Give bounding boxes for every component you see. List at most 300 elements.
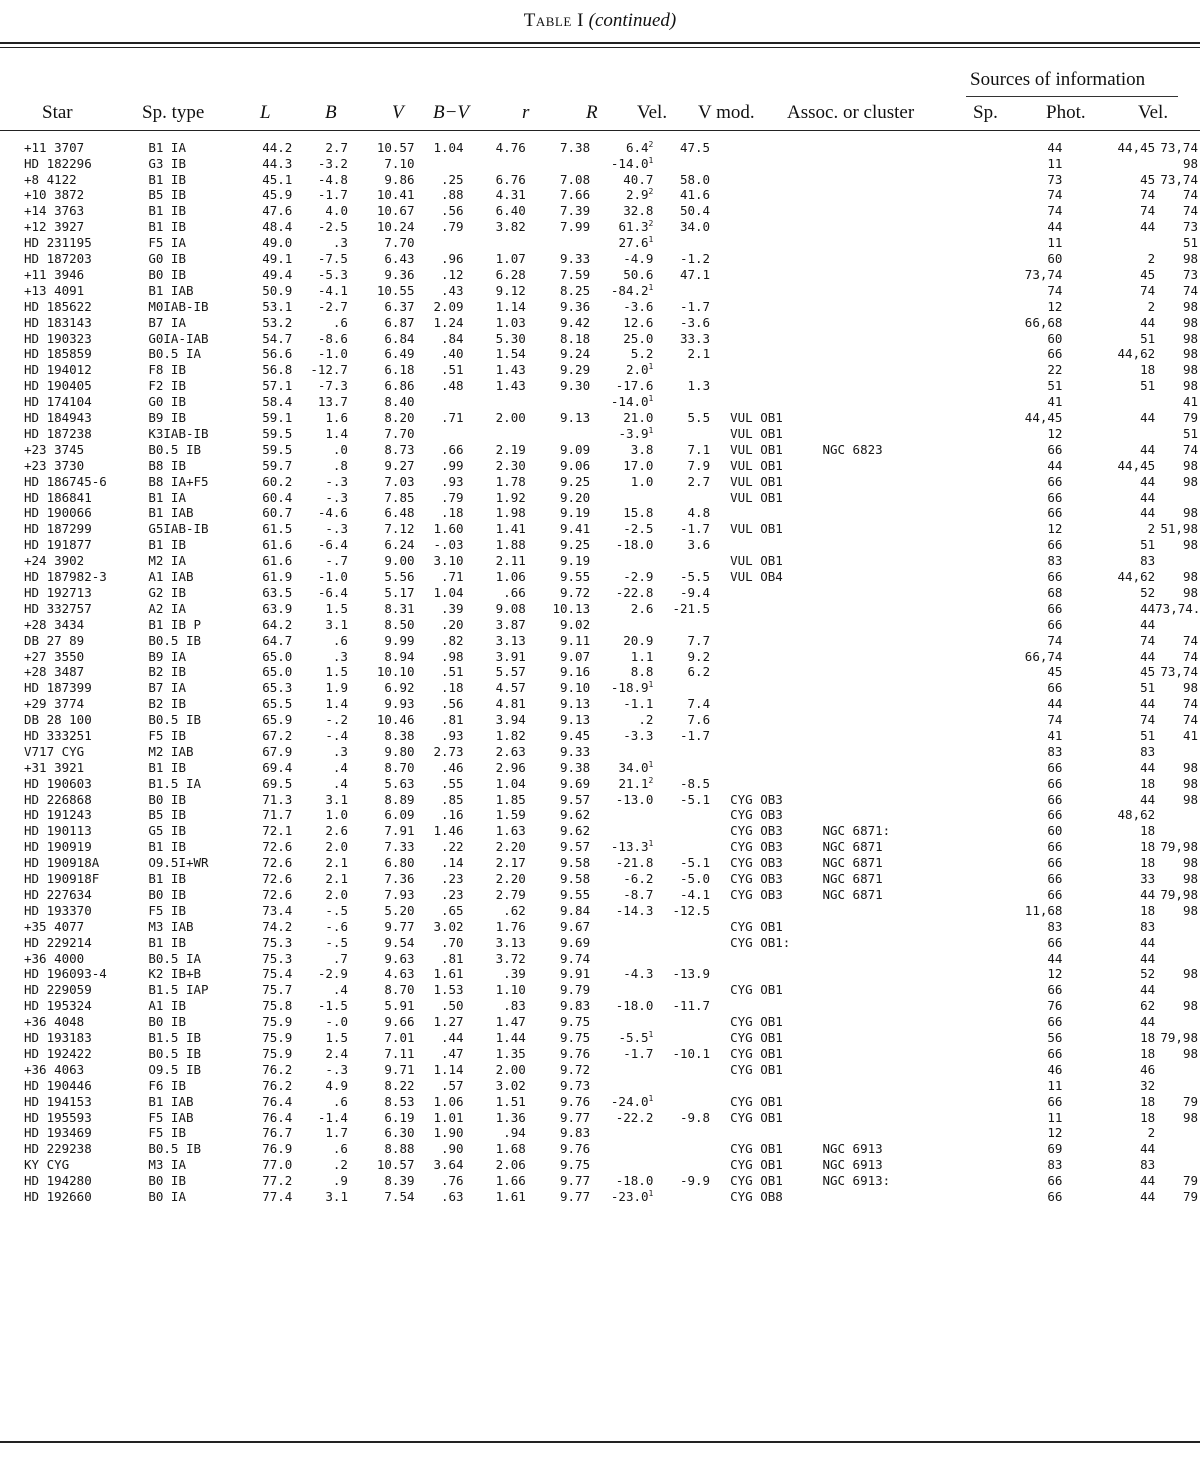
cell-vel: -13.0 (615, 791, 654, 807)
cell-vmod (653, 1125, 710, 1141)
cell-B: 3.1 (325, 1189, 348, 1205)
cell-B-V: .43 (441, 282, 464, 298)
cell-L: 76.2 (262, 1061, 293, 1077)
cell-V: 8.38 (384, 727, 415, 743)
cell-vmod: 1.3 (687, 378, 711, 394)
cell-assoc (710, 172, 822, 188)
sources-underline (966, 96, 1178, 97)
cell-V: 6.86 (384, 378, 415, 394)
cell-src-phot: 44,45 (1117, 140, 1156, 155)
cell-sp-type: B0.5 IB (148, 1141, 202, 1157)
cell-B: .3 (332, 235, 348, 251)
cell-B: 1.5 (325, 664, 348, 680)
cell-cluster (822, 966, 1018, 982)
table-row (0, 1093, 1200, 1109)
cell-r: 2.96 (495, 759, 526, 775)
cell-vmod (653, 235, 710, 251)
header-r: r (522, 102, 530, 123)
cell-assoc (710, 664, 822, 680)
cell-src-phot: 18 (1140, 855, 1156, 871)
cell-V: 8.73 (384, 441, 415, 457)
cell-sp-type: B1 IB (148, 759, 186, 775)
cell-V: 9.77 (384, 918, 415, 934)
cell-cluster (822, 378, 1018, 394)
cell-star: HD 187203 (24, 251, 92, 267)
cell-L: 75.7 (262, 982, 293, 998)
cell-src-vel: 79 (1182, 1189, 1198, 1205)
table-row (0, 553, 1200, 569)
cell-vel: 21.1$^2$ (618, 775, 654, 791)
cell-B: -5.3 (317, 266, 348, 282)
table-row (0, 394, 1200, 410)
cell-B: -.6 (325, 918, 348, 934)
cell-B-V: .16 (441, 807, 464, 823)
cell-r: 1.43 (495, 362, 526, 378)
cell-R: 9.75 (560, 1030, 591, 1046)
cell-sp-type: M2 IAB (148, 743, 194, 759)
cell-B-V: -.03 (433, 537, 464, 553)
header-vmod: V mod. (698, 102, 755, 123)
cell-B-V (415, 426, 464, 442)
cell-src-sp: 66 (1047, 680, 1063, 696)
cell-src-sp: 83 (1047, 743, 1063, 759)
cell-R (526, 394, 590, 410)
cell-src-phot: 51 (1140, 727, 1156, 743)
cell-R: 9.62 (560, 823, 591, 839)
cell-src-phot: 44 (1140, 648, 1156, 664)
header-V: V (392, 102, 404, 123)
cell-src-sp: 74 (1047, 187, 1063, 203)
cell-B-V: 3.10 (433, 553, 464, 569)
cell-L: 77.0 (262, 1157, 293, 1172)
cell-R: 9.19 (560, 553, 591, 569)
table-row (0, 331, 1200, 347)
cell-src-phot: 51 (1140, 680, 1156, 696)
cell-V: 7.91 (384, 823, 415, 839)
cell-star: HD 190323 (24, 330, 92, 346)
cell-vel: -2.9 (623, 569, 654, 585)
cell-src-sp: 44 (1047, 950, 1063, 966)
header-sources-sp: Sp. (973, 102, 998, 123)
cell-src-sp: 73 (1047, 171, 1063, 187)
cell-vel (590, 744, 653, 760)
cell-sp-type: B5 IB (148, 187, 186, 203)
cell-assoc: CYG OB1 (730, 1157, 783, 1172)
cell-vel: -13.3$^1$ (610, 838, 654, 855)
top-double-rule-1 (0, 42, 1200, 44)
cell-B: .6 (332, 1141, 348, 1157)
cell-src-phot: 18 (1140, 362, 1156, 378)
cell-assoc (710, 331, 822, 347)
cell-R: 9.55 (560, 569, 591, 585)
cell-B: 2.1 (325, 871, 348, 887)
cell-vel: $2.9^2$ (625, 187, 654, 203)
cell-assoc (710, 156, 822, 172)
cell-r: 1.66 (495, 1173, 526, 1189)
cell-sp-type: B1.5 IA (148, 775, 202, 791)
cell-vel: 20.9 (623, 632, 654, 648)
cell-src-sp: 66 (1047, 616, 1063, 632)
cell-cluster (822, 140, 1018, 156)
cell-cluster (822, 346, 1018, 362)
cell-sp-type: B0.5 IB (148, 1045, 202, 1061)
cell-r: 2.20 (495, 839, 526, 855)
cell-B: .3 (332, 648, 348, 664)
cell-vmod: 7.9 (687, 457, 711, 473)
cell-star: +28 3434 (24, 616, 85, 632)
table-row (0, 887, 1200, 903)
cell-r: 1.03 (495, 314, 526, 330)
cell-V: 9.93 (384, 696, 415, 712)
cell-vmod: 58.0 (679, 171, 711, 187)
cell-src-phot: 74 (1140, 712, 1156, 728)
header-sources: Sources of information (970, 69, 1146, 90)
cell-star: +10 3872 (24, 187, 85, 203)
header-B-V: B−V (433, 102, 470, 123)
cell-src-sp: 51 (1047, 378, 1063, 394)
cell-sp-type: K2 IB+B (148, 966, 202, 982)
cell-r (464, 235, 526, 251)
cell-B-V: .55 (441, 775, 464, 791)
cell-src-phot: 18 (1140, 823, 1156, 839)
cell-sp-type: B1 IAB (148, 505, 194, 521)
cell-src-vel: 41 (1182, 394, 1198, 410)
cell-star: HD 190918F (24, 871, 100, 887)
cell-R (526, 156, 590, 172)
cell-R: 9.36 (560, 298, 591, 314)
cell-vel (590, 1062, 653, 1078)
cell-V: 6.37 (384, 298, 415, 314)
cell-src-phot: 18 (1140, 1093, 1156, 1109)
cell-B-V: 1.24 (433, 314, 464, 330)
cell-vel: -1.1 (623, 696, 654, 712)
cell-L: 77.2 (262, 1173, 293, 1189)
cell-r (464, 156, 526, 172)
table-row (0, 998, 1200, 1014)
cell-src-sp: 66 (1047, 537, 1063, 553)
cell-sp-type: B0.5 IA (148, 346, 202, 362)
cell-vel (590, 934, 653, 950)
cell-r: 1.04 (495, 775, 526, 791)
cell-L: 53.2 (262, 314, 293, 330)
cell-assoc (710, 903, 822, 919)
cell-vel (590, 1157, 653, 1173)
cell-src-phot: 44 (1140, 314, 1156, 330)
cell-vmod: -4.1 (679, 886, 711, 902)
cell-star: +8 4122 (24, 171, 77, 187)
cell-cluster (822, 712, 1018, 728)
cell-star: HD 187399 (24, 680, 92, 696)
cell-star: HD 231195 (24, 235, 92, 251)
cell-vmod: -1.7 (679, 298, 711, 314)
cell-src-sp: 83 (1047, 1157, 1063, 1172)
cell-L: 67.2 (262, 727, 293, 743)
table-row (0, 792, 1200, 808)
cell-vmod: -12.5 (672, 902, 711, 918)
cell-assoc (710, 267, 822, 283)
cell-L: 65.0 (262, 648, 293, 664)
cell-r: 1.41 (495, 521, 526, 537)
cell-cluster (822, 744, 1018, 760)
table-row (0, 140, 1200, 156)
cell-src-vel: 98 (1182, 998, 1198, 1014)
cell-V: 5.91 (384, 998, 415, 1014)
table-row (0, 187, 1200, 203)
cell-vmod: 7.7 (687, 632, 711, 648)
cell-src-phot: 2 (1147, 521, 1156, 537)
cell-B: -4.1 (317, 282, 348, 298)
cell-assoc: VUL OB1 (730, 457, 783, 473)
cell-r: 1.85 (495, 791, 526, 807)
cell-vel: -14.0$^1$ (610, 394, 654, 410)
cell-V: 7.12 (384, 521, 415, 537)
cell-src-sp: 66 (1047, 1014, 1063, 1030)
cell-B: .6 (332, 314, 348, 330)
cell-B: 1.5 (325, 600, 348, 616)
cell-star: HD 190113 (24, 823, 92, 839)
cell-assoc (710, 998, 822, 1014)
cell-V: 6.09 (384, 807, 415, 823)
cell-L: 60.2 (262, 473, 293, 489)
cell-sp-type: B2 IB (148, 664, 186, 680)
cell-sp-type: F5 IA (148, 235, 186, 251)
cell-V: 7.36 (384, 871, 415, 887)
cell-V: 8.70 (384, 982, 415, 998)
cell-assoc (710, 649, 822, 665)
cell-assoc: VUL OB1 (730, 410, 783, 426)
cell-r: 3.94 (495, 712, 526, 728)
cell-cluster: NGC 6871 (822, 871, 883, 887)
bottom-rule (0, 1441, 1200, 1443)
cell-r: 4.76 (495, 140, 526, 155)
cell-r: 2.00 (495, 1061, 526, 1077)
cell-V: 5.56 (384, 569, 415, 585)
cell-src-phot: 83 (1140, 918, 1156, 934)
cell-src-phot: 74 (1140, 187, 1156, 203)
cell-R: 9.67 (560, 918, 591, 934)
cell-R: 9.76 (560, 1141, 591, 1157)
table-row (0, 664, 1200, 680)
cell-src-vel: 73,74 (1160, 171, 1198, 187)
cell-vmod (653, 1189, 710, 1205)
cell-r: 3.72 (495, 950, 526, 966)
cell-B: -.5 (325, 902, 348, 918)
cell-R: 9.75 (560, 1014, 591, 1030)
cell-src-phot: 51 (1140, 378, 1156, 394)
header-assoc: Assoc. or cluster (787, 102, 915, 123)
cell-src-vel: 98 (1182, 537, 1198, 553)
cell-sp-type: G0IA-IAB (148, 330, 209, 346)
cell-R: 9.83 (560, 1125, 591, 1141)
table-caption (0, 10, 1200, 32)
cell-star: +35 4077 (24, 918, 85, 934)
cell-r: 1.82 (495, 727, 526, 743)
cell-B-V: 2.73 (433, 743, 464, 759)
cell-vmod: -3.6 (679, 314, 711, 330)
cell-assoc (710, 362, 822, 378)
cell-src-sp: 56 (1047, 1030, 1063, 1046)
cell-B: -.3 (325, 521, 348, 537)
cell-src-sp: 66 (1047, 569, 1063, 585)
cell-assoc: VUL OB1 (730, 521, 783, 537)
cell-B-V: .98 (441, 648, 464, 664)
cell-src-phot: 2 (1147, 251, 1156, 267)
cell-src-vel (1155, 1141, 1200, 1157)
cell-vel: -22.2 (615, 1109, 654, 1125)
cell-vel: 32.8 (623, 203, 654, 219)
table-row (0, 267, 1200, 283)
cell-src-sp: 11 (1047, 155, 1063, 171)
cell-vmod: 47.5 (679, 140, 711, 155)
cell-vel: 17.0 (623, 457, 654, 473)
cell-vmod (653, 839, 710, 855)
cell-sp-type: B9 IA (148, 648, 186, 664)
cell-L: 59.1 (262, 410, 293, 426)
cell-src-phot: 44 (1140, 886, 1156, 902)
cell-src-vel (1155, 1014, 1200, 1030)
cell-B-V: .65 (441, 902, 464, 918)
cell-B: .6 (332, 632, 348, 648)
cell-r: 3.82 (495, 219, 526, 235)
cell-r: 1.59 (495, 807, 526, 823)
cell-sp-type: B9 IB (148, 410, 186, 426)
cell-src-phot: 18 (1140, 1030, 1156, 1046)
cell-cluster (822, 394, 1018, 410)
cell-assoc: CYG OB1 (730, 1061, 783, 1077)
cell-sp-type: B2 IB (148, 696, 186, 712)
cell-star: V717 CYG (24, 743, 85, 759)
cell-vel: -4.3 (623, 966, 654, 982)
cell-vel (590, 823, 653, 839)
cell-L: 44.2 (262, 140, 293, 155)
cell-star: HD 187982-3 (24, 569, 107, 585)
cell-vel: 8.8 (630, 664, 654, 680)
cell-r: 6.76 (495, 171, 526, 187)
cell-vmod: -5.5 (679, 569, 711, 585)
cell-B: .6 (332, 1093, 348, 1109)
cell-V: 8.31 (384, 600, 415, 616)
cell-vmod: -9.4 (679, 584, 711, 600)
cell-cluster (822, 219, 1018, 235)
cell-B: -1.0 (317, 569, 348, 585)
velocity-note: 1 (648, 394, 654, 404)
cell-assoc (710, 585, 822, 601)
cell-B: .4 (332, 775, 348, 791)
cell-sp-type: F5 IAB (148, 1109, 194, 1125)
cell-vmod (653, 680, 710, 696)
cell-vel: -18.0 (615, 998, 654, 1014)
cell-src-sp: 68 (1047, 584, 1063, 600)
velocity-note: 1 (648, 1093, 654, 1103)
cell-src-vel: 98 (1182, 473, 1198, 489)
cell-cluster (822, 649, 1018, 665)
cell-cluster: NGC 6823 (822, 441, 883, 457)
cell-vel: 50.6 (623, 266, 654, 282)
cell-V: 7.70 (384, 425, 415, 441)
cell-assoc: CYG OB1 (730, 918, 783, 934)
cell-vmod (653, 490, 710, 506)
table-row (0, 871, 1200, 887)
cell-vel: 21.0 (623, 410, 654, 426)
cell-src-sp: 66 (1047, 982, 1063, 998)
cell-src-phot: 51 (1140, 537, 1156, 553)
cell-src-phot: 44 (1140, 696, 1156, 712)
cell-R: 7.66 (560, 187, 591, 203)
cell-V: 7.54 (384, 1189, 415, 1205)
cell-r: 2.30 (495, 457, 526, 473)
cell-cluster (822, 1046, 1018, 1062)
cell-src-sp: 12 (1047, 298, 1063, 314)
cell-V: 8.20 (384, 410, 415, 426)
cell-vmod (653, 156, 710, 172)
cell-cluster (822, 283, 1018, 299)
table-row (0, 728, 1200, 744)
cell-src-vel: 98 (1182, 362, 1198, 378)
cell-assoc: CYG OB3 (730, 886, 783, 902)
cell-star: HD 185622 (24, 298, 92, 314)
cell-src-phot: 62 (1140, 998, 1156, 1014)
cell-assoc: CYG OB1 (730, 1030, 783, 1046)
cell-B: .7 (332, 950, 348, 966)
cell-B-V: 3.02 (433, 918, 464, 934)
table-row (0, 569, 1200, 585)
cell-vel: -8.7 (623, 886, 654, 902)
cell-B-V: .96 (441, 251, 464, 267)
cell-V: 10.55 (376, 282, 415, 298)
cell-vmod (653, 362, 710, 378)
cell-src-sp: 66 (1047, 759, 1063, 775)
cell-R: 8.18 (560, 330, 591, 346)
cell-vmod: -10.1 (672, 1045, 711, 1061)
cell-cluster (822, 521, 1018, 537)
cell-B-V: .88 (441, 187, 464, 203)
cell-src-sp: 66 (1047, 473, 1063, 489)
cell-vel (590, 919, 653, 935)
cell-star: HD 185859 (24, 346, 92, 362)
cell-cluster (822, 903, 1018, 919)
cell-L: 76.7 (262, 1125, 293, 1141)
star-data-table (0, 140, 1200, 1205)
cell-vmod: 7.1 (687, 441, 711, 457)
table-row (0, 680, 1200, 696)
cell-B-V (415, 156, 464, 172)
cell-r: 3.13 (495, 632, 526, 648)
cell-assoc (710, 505, 822, 521)
cell-sp-type: B0 IB (148, 1014, 186, 1030)
cell-src-vel: 51 (1182, 235, 1198, 251)
cell-L: 65.0 (262, 664, 293, 680)
cell-vel: $6.4^2$ (625, 139, 654, 155)
cell-B-V: .79 (441, 489, 464, 505)
cell-src-vel: 98 (1182, 457, 1198, 473)
table-row (0, 951, 1200, 967)
cell-L: 59.5 (262, 425, 293, 441)
cell-vel (590, 553, 653, 569)
cell-src-phot (1062, 235, 1155, 251)
cell-assoc (710, 315, 822, 331)
cell-star: HD 186841 (24, 489, 92, 505)
cell-V: 5.20 (384, 902, 415, 918)
cell-src-phot: 44,45 (1117, 457, 1156, 473)
cell-V: 7.03 (384, 473, 415, 489)
cell-B-V: .82 (441, 632, 464, 648)
cell-src-sp: 74 (1047, 282, 1063, 298)
velocity-note: 1 (648, 1029, 654, 1039)
cell-star: +12 3927 (24, 219, 85, 235)
cell-src-sp: 66 (1047, 791, 1063, 807)
cell-src-phot: 45 (1140, 266, 1156, 282)
cell-assoc: CYG OB3 (730, 855, 783, 871)
